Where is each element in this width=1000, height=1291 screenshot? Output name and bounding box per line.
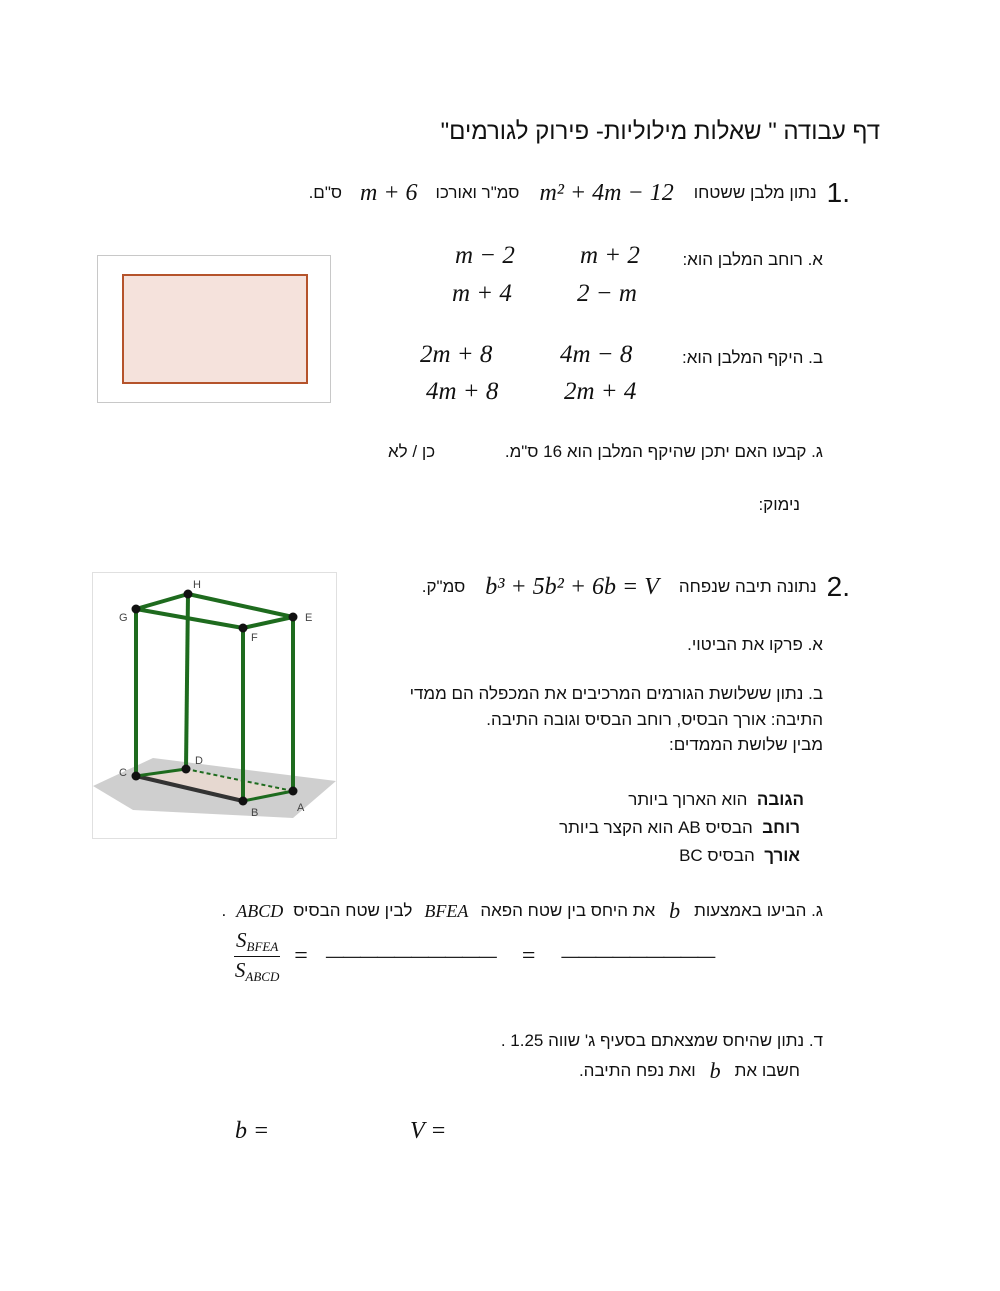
label-c: C	[119, 767, 127, 779]
label-f: F	[251, 632, 258, 644]
fact-length-bold: אורך	[764, 846, 800, 865]
q1b-label: ב. היקף המלבן הוא:	[682, 348, 823, 367]
vertex-c	[132, 772, 141, 781]
q1a-option-1[interactable]: m + 2	[580, 242, 640, 269]
fact-height-rest: הוא הארוך ביותר	[628, 790, 748, 809]
q2c-text-b: את היחס בין שטח הפאה	[480, 901, 656, 920]
vertex-f	[239, 624, 248, 633]
q2c-base: ABCD	[236, 900, 284, 921]
q1-text-b: סמ"ר ואורכו	[435, 183, 520, 202]
q2b-fact-height	[628, 790, 804, 810]
box-figure	[92, 572, 337, 839]
q1b-option-2[interactable]: 2m + 8	[420, 341, 493, 368]
q1-area-expression: m² + 4m − 12	[539, 179, 674, 206]
q2-statement	[422, 570, 850, 604]
q2c-dot: .	[221, 901, 227, 920]
fact-width-bold: רוחב	[762, 818, 800, 837]
edge-gh	[136, 594, 188, 609]
label-b: B	[251, 807, 259, 819]
q2a-label: א. פרקו את הביטוי.	[687, 635, 823, 654]
label-e: E	[305, 612, 313, 624]
q2c-ratio	[234, 928, 714, 985]
q2-number: 2.	[826, 571, 850, 602]
q1a-option-3[interactable]: 2 − m	[577, 280, 637, 307]
label-h: H	[193, 579, 201, 591]
q2-text-b: סמ"ק.	[421, 577, 466, 596]
q1-statement	[309, 176, 850, 210]
edge-hd	[186, 594, 188, 769]
label-a: A	[297, 802, 305, 814]
q2d-var-b: b	[709, 1058, 721, 1083]
fact-width-rest: הבסיס AB הוא הקצר ביותר	[559, 818, 753, 837]
q2-volume-expression: b³ + 5b² + 6b = V	[485, 573, 659, 600]
q2d-line-1: ד. נתון שהיחס שמצאתם בסעיף ג' שווה 1.25 .	[500, 1031, 823, 1050]
q1b-option-1[interactable]: 4m − 8	[560, 341, 633, 368]
q1c-label: ג. קבעו האם יתכן שהיקף המלבן הוא 16 ס"מ.	[504, 442, 823, 461]
q1a-option-2[interactable]: m − 2	[455, 242, 515, 269]
ratio-equals-2: =	[521, 943, 536, 969]
vertex-d	[182, 765, 191, 774]
rectangle-shape	[122, 274, 308, 384]
q2c-text-a: ג. הביעו באמצעות	[694, 901, 823, 920]
worksheet-title: דף עבודה " שאלות מילוליות- פירוק לגורמים"	[440, 118, 880, 145]
q2b-fact-length	[679, 846, 800, 866]
label-g: G	[119, 612, 128, 624]
ratio-blank-2[interactable]: —————————	[561, 946, 715, 966]
q1-reason-label: נימוק:	[758, 495, 800, 514]
q2b-line-1: ב. נתון ששלושת הגורמים המרכיבים את המכפלה הם ממדי	[409, 684, 823, 703]
q2b-line-2: התיבה: אורך הבסיס, רוחב הבסיס וגובה התיבה.	[486, 710, 823, 729]
q2c-face: BFEA	[424, 900, 469, 921]
q2d-line-2	[579, 1058, 800, 1084]
q1-length-expression: m + 6	[360, 179, 418, 206]
edge-fe	[243, 617, 293, 628]
ratio-denominator: $S_{ABCD}$	[234, 958, 280, 984]
q1b-option-3[interactable]: 2m + 4	[564, 378, 637, 405]
answer-b-label[interactable]: b =	[235, 1118, 270, 1144]
q2c-text-c: לבין שטח הבסיס	[293, 901, 413, 920]
q2b-line-3: מבין שלושת הממדים:	[669, 735, 823, 754]
q1-text-a: נתון מלבן ששטחו	[693, 183, 817, 202]
ratio-numerator: $S_{BFEA}$	[234, 928, 280, 957]
q1c-choice[interactable]: כן / לא	[388, 442, 436, 461]
q1-text-c: ס"ם.	[308, 183, 342, 202]
vertex-g	[132, 605, 141, 614]
vertex-a	[289, 787, 298, 796]
q2d-text-a: חשבו את	[734, 1061, 800, 1080]
edge-he	[188, 594, 293, 617]
answer-v-label[interactable]: V =	[410, 1118, 447, 1144]
q2c-statement	[221, 898, 823, 924]
q1b-option-4[interactable]: 4m + 8	[426, 378, 499, 405]
fact-length-rest: הבסיס BC	[679, 846, 755, 865]
q2-text-a: נתונה תיבה שנפחה	[678, 577, 817, 596]
vertex-b	[239, 797, 248, 806]
rectangle-figure	[97, 255, 331, 403]
q1-number: 1.	[826, 177, 850, 208]
label-d: D	[195, 755, 203, 767]
vertex-e	[289, 613, 298, 622]
ratio-equals-1: =	[294, 943, 308, 969]
q2d-text-b: ואת נפח התיבה.	[578, 1061, 696, 1080]
q2c-var-b: b	[669, 898, 681, 923]
q1a-option-4[interactable]: m + 4	[452, 280, 512, 307]
ratio-fraction	[234, 928, 280, 985]
q2b-fact-width	[559, 818, 800, 838]
vertex-h	[184, 590, 193, 599]
q1a-label: א. רוחב המלבן הוא:	[682, 250, 823, 269]
ratio-blank-1[interactable]: ——————————	[325, 946, 496, 966]
fact-height-bold: הגובה	[756, 790, 804, 809]
box-svg	[93, 573, 336, 838]
